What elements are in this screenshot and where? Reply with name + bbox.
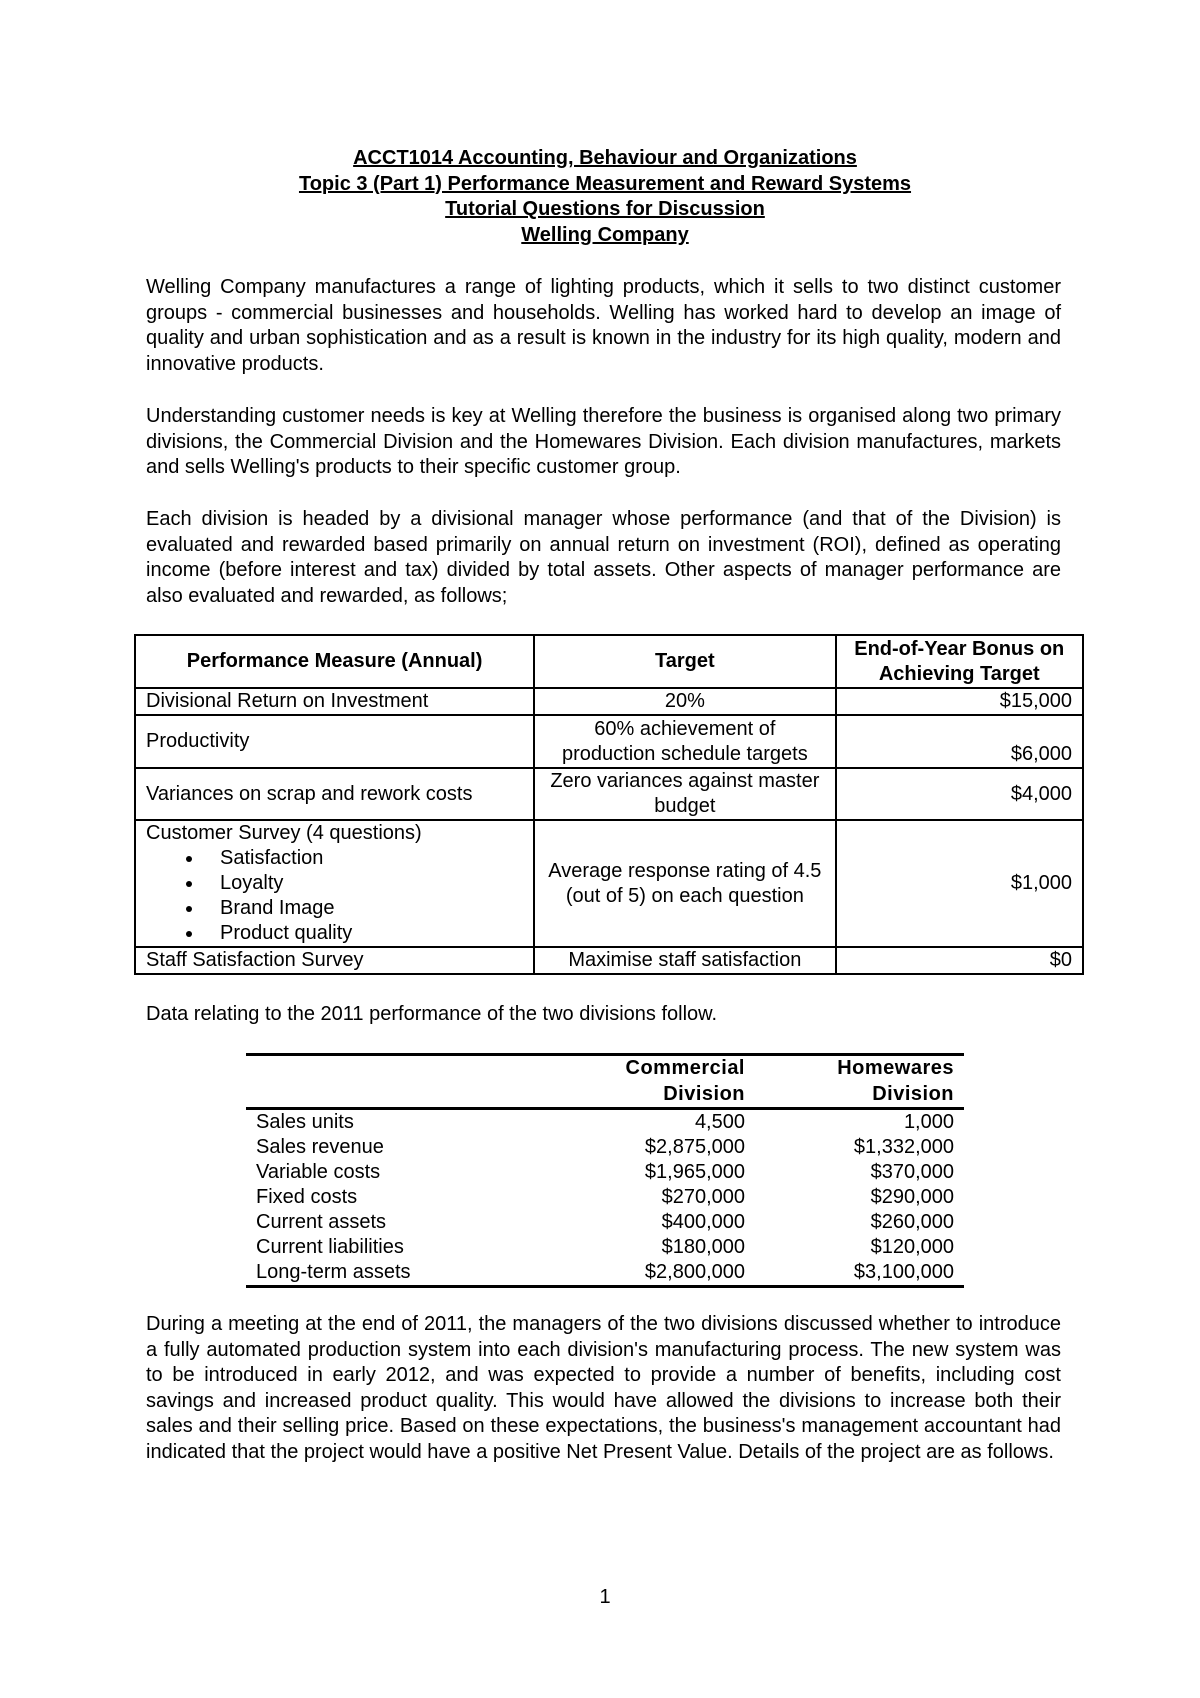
list-item: • Brand Image <box>204 896 523 921</box>
bonus-cell: $6,000 <box>836 715 1083 768</box>
target-cell: Average response rating of 4.5 (out of 5) on each question <box>534 820 835 947</box>
bonus-cell: $4,000 <box>836 768 1083 820</box>
paragraph-evaluation: Each division is headed by a divisional manager whose performance (and that of the Division) is evaluated and rewarded based primarily on annual return on investment (ROI), defined as operating income (before interest and tax) divided by total assets. Other aspects of manager performance are also evaluated and rewarded, as follows; <box>146 508 1061 607</box>
case-title: Welling Company <box>521 223 689 246</box>
closing-paragraph: During a meeting at the end of 2011, the managers of the two divisions discussed whether to introduce a fully automated production system into each division's manufacturing process. The new system was to be introduced in early 2012, and was expected to provide a number of benefits, including cost savings and increased product quality. This would have allowed the divisions to increase both their sales and their selling price. Based on these expectations, the business's management accountant had indicated that the project would have a positive Net Present Value. Details of the project are as follows. <box>146 1313 1061 1463</box>
label-cell: Sales revenue <box>256 1136 384 1159</box>
commercial-cell: $400,000 <box>661 1211 745 1234</box>
target-cell: Maximise staff satisfaction <box>534 947 835 974</box>
measure-cell: Staff Satisfaction Survey <box>135 947 534 974</box>
commercial-cell: $2,800,000 <box>644 1261 745 1284</box>
table-row <box>135 688 1083 715</box>
table-row <box>246 1235 964 1260</box>
commercial-cell: 4,500 <box>694 1111 745 1134</box>
commercial-cell: $1,965,000 <box>644 1161 745 1184</box>
target-cell: 60% achievement of production schedule targets <box>534 715 835 768</box>
commercial-cell: $180,000 <box>661 1236 745 1259</box>
data-intro: Data relating to the 2011 performance of the two divisions follow. <box>146 1003 718 1025</box>
measure-label: Customer Survey (4 questions) <box>146 822 422 844</box>
commercial-cell: $270,000 <box>661 1186 745 1209</box>
commercial-cell: $2,875,000 <box>644 1136 745 1159</box>
header-homewares <box>755 1055 964 1109</box>
label-cell: Fixed costs <box>256 1186 358 1209</box>
paragraph-intro: Welling Company manufactures a range of lighting products, which it sells to two distinct customer groups - commercial businesses and households. Welling has worked hard to develop an image of quality and urban sophistication and as a result is known in the industry for its high quality, modern and innovative products. <box>146 276 1061 375</box>
label-cell: Variable costs <box>256 1161 381 1184</box>
table-header-row <box>135 635 1083 688</box>
homewares-cell: $290,000 <box>870 1186 954 1209</box>
measure-cell <box>135 820 534 947</box>
header-commercial <box>566 1055 755 1109</box>
bonus-table <box>134 634 1084 975</box>
topic-title: Topic 3 (Part 1) Performance Measurement and Reward Systems <box>298 172 912 195</box>
measure-cell: Divisional Return on Investment <box>135 688 534 715</box>
target-cell: 20% <box>534 688 835 715</box>
homewares-cell: $3,100,000 <box>853 1261 954 1284</box>
measure-cell: Productivity <box>135 715 534 768</box>
table-row <box>246 1109 964 1136</box>
header-measure: Performance Measure (Annual) <box>135 635 534 688</box>
division-data-table <box>246 1053 964 1288</box>
header-blank <box>246 1055 566 1109</box>
table-row <box>135 768 1083 820</box>
header-commercial-label: Commercial Division <box>625 1057 745 1105</box>
tutorial-title: Tutorial Questions for Discussion <box>445 198 765 221</box>
table-row <box>246 1185 964 1210</box>
header-homewares-label: Homewares Division <box>837 1057 954 1105</box>
course-title: ACCT1014 Accounting, Behaviour and Organizations <box>353 147 857 169</box>
survey-question-list <box>146 846 523 946</box>
document-titles <box>0 146 1200 248</box>
table-row <box>246 1160 964 1185</box>
label-cell: Current liabilities <box>256 1236 404 1259</box>
list-item: • Loyalty <box>204 871 523 896</box>
table-row <box>135 715 1083 768</box>
header-target: Target <box>534 635 835 688</box>
table-row <box>246 1210 964 1235</box>
paragraph-divisions: Understanding customer needs is key at Welling therefore the business is organised along two primary divisions, the Commercial Division and the Homewares Division. Each division manufactures, markets and sells Welling's products to their specific customer group. <box>146 405 1061 479</box>
homewares-cell: $120,000 <box>870 1236 954 1259</box>
list-item: • Product quality <box>204 921 523 946</box>
header-bonus: End-of-Year Bonus on Achieving Target <box>836 635 1083 688</box>
bonus-cell: $0 <box>836 947 1083 974</box>
bonus-cell: $1,000 <box>836 820 1083 947</box>
table-row <box>246 1260 964 1287</box>
bonus-cell: $15,000 <box>836 688 1083 715</box>
target-cell: Zero variances against master budget <box>534 768 835 820</box>
list-item: • Satisfaction <box>204 846 523 871</box>
table-row <box>135 820 1083 947</box>
table-row <box>246 1135 964 1160</box>
page-number: 1 <box>599 1586 611 1608</box>
table-header-row <box>246 1055 964 1109</box>
label-cell: Sales units <box>256 1111 354 1134</box>
table-row <box>135 947 1083 974</box>
measure-cell: Variances on scrap and rework costs <box>135 768 534 820</box>
homewares-cell: $1,332,000 <box>853 1136 954 1159</box>
label-cell: Long-term assets <box>256 1261 411 1284</box>
label-cell: Current assets <box>256 1211 387 1234</box>
homewares-cell: $260,000 <box>870 1211 954 1234</box>
homewares-cell: 1,000 <box>903 1111 954 1134</box>
homewares-cell: $370,000 <box>870 1161 954 1184</box>
